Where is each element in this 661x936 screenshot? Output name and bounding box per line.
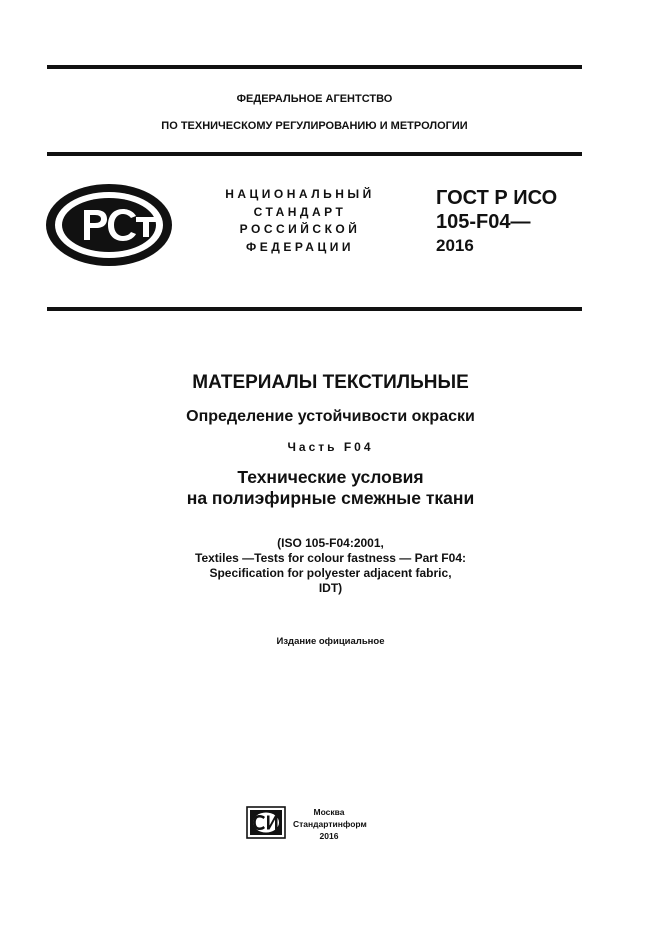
publisher-city: Москва [313, 807, 345, 817]
tech-line: Технические условия [237, 467, 424, 487]
iso-line: IDT) [318, 581, 343, 595]
tech-line: на полиэфирные смежные ткани [186, 488, 475, 508]
document-subtitle: Определение устойчивости окраски [186, 408, 475, 425]
header-rule [47, 152, 582, 156]
standartinform-logo-icon [246, 806, 286, 839]
iso-line: Specification for polyester adjacent fabric, [209, 566, 452, 580]
national-label-line: НАЦИОНАЛЬНЫЙ [225, 187, 375, 201]
designation-line1: ГОСТ Р ИСО [436, 187, 558, 209]
document-title: МАТЕРИАЛЫ ТЕКСТИЛЬНЫЕ [192, 372, 469, 393]
national-label-line: РОССИЙСКОЙ [239, 222, 361, 236]
designation-year: 2016 [436, 236, 474, 255]
iso-reference [0, 536, 661, 596]
standard-designation [436, 186, 557, 258]
national-label-line: СТАНДАРТ [253, 204, 347, 219]
national-label-line: ФЕДЕРАЦИИ [246, 239, 354, 254]
national-standard-label [200, 186, 400, 256]
publisher-year: 2016 [319, 831, 339, 841]
document-part: Часть F04 [287, 440, 374, 454]
iso-line: Textiles —Tests for colour fastness — Part F04: [195, 551, 466, 565]
agency-name-line1: ФЕДЕРАЛЬНОЕ АГЕНТСТВО [236, 93, 393, 105]
designation-rule [47, 307, 582, 311]
designation-line2: 105-F04— [436, 211, 531, 233]
publisher-info [293, 806, 365, 842]
technical-conditions-title [0, 467, 661, 509]
top-rule [47, 65, 582, 69]
edition-label: Издание официальное [276, 636, 385, 647]
gost-r-logo-icon [44, 182, 174, 268]
agency-name-line2: ПО ТЕХНИЧЕСКОМУ РЕГУЛИРОВАНИЮ И МЕТРОЛОГИИ [161, 120, 468, 132]
publisher-name: Стандартинформ [293, 819, 367, 829]
iso-line: (ISO 105-F04:2001, [277, 536, 384, 550]
